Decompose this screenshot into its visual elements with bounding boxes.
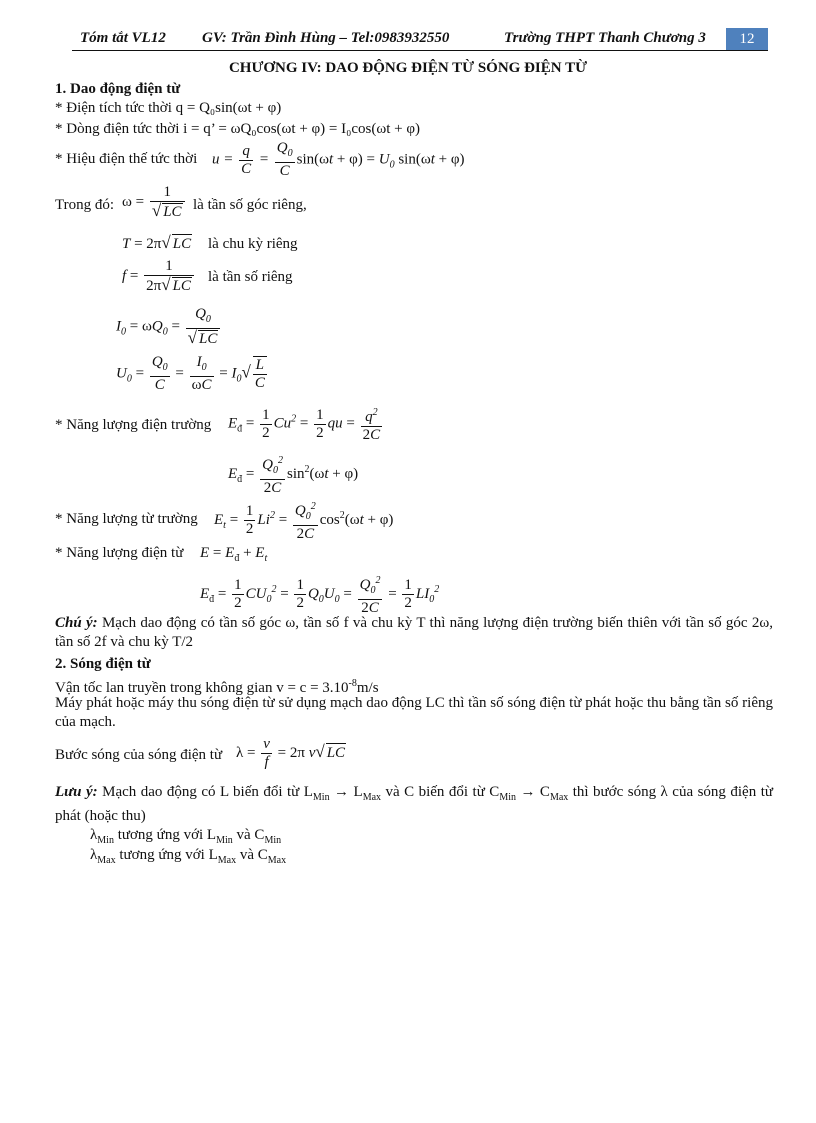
trong-do-label: Trong đó: [55, 197, 115, 213]
wavelength-label: Bước sóng của sóng điện từ [55, 747, 223, 763]
remark-text-3: và C biến đổi từ C [381, 784, 500, 800]
omega-text: là tần số góc riêng, [193, 197, 307, 213]
speed-text: Vận tốc lan truyền trong không gian v = c = 3.10 [55, 680, 349, 696]
remark-lmax-sub: Max [362, 792, 382, 803]
frequency-formula: f = $\frac{1}{2\pi√ LC}$ [122, 258, 196, 295]
header-course: Tóm tắt VL12 [80, 30, 166, 46]
lambda-max-line: $\lambda_{Max}$ tương ứng với $L_{Max}$ và $C_{Max}$ [90, 847, 287, 866]
lambda-max-text: tương ứng với [119, 847, 205, 863]
section-2-heading: 2. Sóng điện từ [55, 656, 151, 672]
u0-formula: $U_0$ = $\frac{Q_0}{C}$ = $\frac{I_0}{\omega C}$ = $I_0√$ $\frac{L}{C}$ [116, 354, 265, 393]
lambda-min-line: $\lambda_{Min}$ tương ứng với $L_{Min}$ và $C_{Min}$ [90, 827, 282, 846]
electric-energy-formula: $E_đ$ = $\frac{1}{2}$ $Cu^2$ = $\frac{1}{2}$ qu = $\frac{q^2}{2C}$ [228, 404, 384, 444]
note-text: Mạch dao động có tần số góc ω, tần số f và chu kỳ T thì năng lượng điện trường biến thiên với tần số góc 2ω, tần số 2f và chu kỳ T/2 [55, 615, 774, 650]
transmitter-paragraph: Máy phát hoặc máy thu sóng điện từ sử dụng mạch dao động LC thì tần số sóng điện từ phát hoặc thu bằng tần số riêng của mạch. [55, 695, 773, 730]
omega-formula: ω = $\frac{1}{√ LC}$ [122, 184, 187, 221]
header-school: Trường THPT Thanh Chương 3 [504, 30, 706, 46]
period-formula: T = 2π√ LC [122, 233, 192, 252]
page-header [72, 28, 768, 51]
speed-exponent: -8 [348, 678, 357, 689]
remark-text-1: Mạch dao động có L biến đổi từ L [102, 784, 313, 800]
current-line: * Dòng điện tức thời i = q’ = ωQ₀cos(ωt + φ) = I₀cos(ωt + φ) [55, 121, 421, 137]
frequency-text: là tần số riêng [208, 269, 293, 285]
remark-label: Lưu ý: [55, 784, 98, 800]
wavelength-formula: λ = $\frac{v}{f}$ = 2π v√ LC [236, 736, 346, 770]
em-energy-formula: $E = E_đ + E_t$ [200, 545, 268, 564]
voltage-label: * Hiệu điện thế tức thời [55, 151, 198, 167]
page-number: 12 [726, 28, 768, 50]
em-energy-label: * Năng lượng điện từ [55, 545, 184, 561]
header-teacher: GV: Trần Đình Hùng – Tel:0983932550 [202, 30, 450, 46]
remark-lmin-sub: Min [312, 792, 330, 803]
section-1-heading: 1. Dao động điện từ [55, 81, 181, 97]
period-text: là chu kỳ riêng [208, 236, 298, 252]
speed-unit: m/s [356, 680, 379, 696]
note-paragraph [55, 614, 773, 652]
magnetic-energy-formula: $E_t$ = $\frac{1}{2}$ $Li^2$ = $\frac{Q_0^2}{2C}$ $\cos^2(\omega t + \varphi)$ [214, 498, 393, 543]
electric-energy-time-formula: $E_đ$ = $\frac{Q_0^2}{2C}$ $\sin^2(\omega t + \varphi)$ [228, 452, 358, 497]
chapter-title: CHƯƠNG IV: DAO ĐỘNG ĐIỆN TỪ SÓNG ĐIỆN TỪ [228, 60, 588, 76]
em-energy-total-formula: $E_đ$ = $\frac{1}{2}$ $CU_0^2$ = $\frac{1}{2}$ $Q_0U_0$ = $\frac{Q_0^2}{2C}$ = $\frac{1}{2}$ $LI_0^2$ [200, 572, 439, 617]
remark-paragraph [55, 783, 773, 826]
remark-cmax-sub: Max [549, 792, 569, 803]
remark-cmin-sub: Min [499, 792, 516, 803]
lambda-min-text: tương ứng với [117, 827, 204, 843]
note-label: Chú ý: [55, 615, 98, 631]
remark-text-4: → C [515, 784, 550, 800]
i0-formula: $I_0 = \omega Q_0$ = $\frac{Q_0}{√ LC}$ [116, 306, 222, 348]
remark-text-5: thì bước sóng λ của sóng điện từ phát (hoặc thu) [55, 784, 773, 824]
magnetic-energy-label: * Năng lượng từ trường [55, 511, 198, 527]
charge-line: * Điện tích tức thời q = Q₀sin(ωt + φ) [55, 100, 282, 116]
remark-text-2: → L [329, 784, 363, 800]
electric-energy-label: * Năng lượng điện trường [55, 417, 212, 433]
voltage-formula: u = $\frac{q}{C}$ = $\frac{Q_0}{C}$ $\sin(\omega t + \varphi) = U_0$ sin(ωt + φ) [212, 140, 465, 179]
